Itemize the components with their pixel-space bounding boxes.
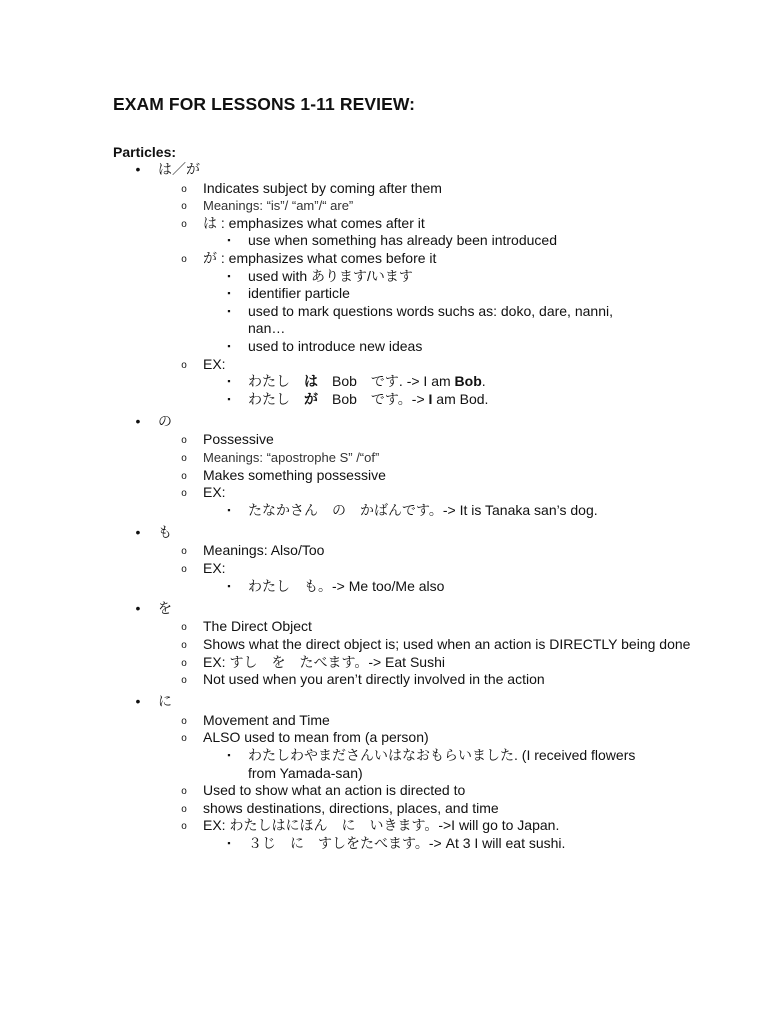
example-part: が xyxy=(304,390,318,407)
bullet-marker: • xyxy=(135,693,141,710)
bullet-marker: o xyxy=(181,733,187,745)
particle-note-row xyxy=(0,180,768,198)
bullet-marker: ▪ xyxy=(227,750,231,760)
particle-subnote-row xyxy=(0,303,768,338)
bullet-marker: ▪ xyxy=(227,235,231,246)
particle-note: EX: xyxy=(203,560,226,577)
example-part: わたし xyxy=(248,373,290,390)
particle-note: ALSO used to mean from (a person) xyxy=(203,729,429,746)
bullet-marker: o xyxy=(181,675,187,687)
particle-note-row xyxy=(0,729,768,747)
particle-note: Used to show what an action is directed to xyxy=(203,782,466,799)
particle-note-row xyxy=(0,431,768,449)
particle-subnote-row xyxy=(0,338,768,356)
particle-note: EX: xyxy=(203,484,226,501)
particle-subnote-row xyxy=(0,268,768,286)
particle-subnote: わたし も。-> Me too/Me also xyxy=(248,577,445,594)
particle-name-row xyxy=(0,161,768,180)
bullet-marker: o xyxy=(181,359,187,371)
bullet-marker: o xyxy=(181,821,187,833)
particle-note: Not used when you aren’t directly involved in the action xyxy=(203,671,545,688)
particle-note-row xyxy=(0,618,768,636)
particle-note-row xyxy=(0,484,768,502)
particle-subnote-row xyxy=(0,747,768,782)
particle-note-row xyxy=(0,215,768,233)
particle-note: Meanings: Also/Too xyxy=(203,542,325,559)
particle-note-row xyxy=(0,197,768,215)
example-part: です。-> xyxy=(370,390,429,407)
example-part: は xyxy=(304,373,318,390)
particle-note-row xyxy=(0,654,768,672)
bullet-marker: o xyxy=(181,546,187,558)
particle-subnote: たなかさん の かばんです。-> It is Tanaka san’s dog. xyxy=(248,501,598,518)
particle-note-row xyxy=(0,560,768,578)
particle-note: Possessive xyxy=(203,431,274,448)
example-part: わたし xyxy=(248,390,290,407)
bullet-marker: o xyxy=(181,201,187,213)
particle-name-row xyxy=(0,600,768,619)
bullet-marker: ▪ xyxy=(227,288,231,299)
particle-note: Shows what the direct object is; used when an action is DIRECTLY being done xyxy=(203,635,691,652)
particle-note-row xyxy=(0,449,768,467)
particle-name: に xyxy=(158,694,172,711)
particle-name: は／が xyxy=(158,162,200,178)
particle-note: shows destinations, directions, places, and time xyxy=(203,799,499,816)
particle-note: The Direct Object xyxy=(203,618,312,635)
example-tail: . xyxy=(481,373,486,390)
bullet-marker: • xyxy=(135,599,141,616)
particle-subnote xyxy=(248,373,648,391)
bullet-marker: o xyxy=(181,218,187,230)
particle-note-row xyxy=(0,817,768,835)
bullet-marker: ▪ xyxy=(227,305,231,316)
bullet-marker: o xyxy=(181,786,187,798)
bullet-marker: ▪ xyxy=(227,340,231,351)
particle-subnote: used to introduce new ideas xyxy=(248,337,423,354)
bullet-marker: ▪ xyxy=(227,270,231,281)
particle-subnote-row xyxy=(0,835,768,853)
particle-note: が : emphasizes what comes before it xyxy=(203,249,437,266)
particle-name-row xyxy=(0,524,768,543)
particle-note-row xyxy=(0,782,768,800)
bullet-marker: o xyxy=(181,435,187,447)
bullet-marker: o xyxy=(181,622,187,634)
bullet-marker: o xyxy=(181,453,187,464)
particle-subnote: identifier particle xyxy=(248,285,350,302)
bullet-marker: o xyxy=(181,657,187,669)
example-part: です. -> I am xyxy=(370,373,455,390)
particle-note: Movement and Time xyxy=(203,711,330,728)
particle-subnote xyxy=(248,391,648,409)
particles-list xyxy=(0,161,768,853)
particle-note: EX: わたしはにほん に いきます。->I will go to Japan. xyxy=(203,817,560,834)
particle-note-row xyxy=(0,671,768,689)
particle-note: Meanings: “is”/ “am”/“ are” xyxy=(203,198,354,214)
particle-subnote-row xyxy=(0,373,768,391)
bullet-marker: o xyxy=(181,253,187,265)
particle-note: EX: xyxy=(203,355,226,372)
bullet-marker: o xyxy=(181,183,187,195)
example-emphasis: Bob xyxy=(454,373,482,390)
particle-subnote-row xyxy=(0,232,768,250)
example-tail: am Bod. xyxy=(432,390,489,407)
particle-subnote-row xyxy=(0,578,768,596)
particle-note: は : emphasizes what comes after it xyxy=(203,214,425,231)
document-title: EXAM FOR LESSONS 1-11 REVIEW: xyxy=(113,94,416,114)
particle-name-row xyxy=(0,413,768,432)
particle-note-row xyxy=(0,542,768,560)
example-part: Bob xyxy=(332,373,357,390)
bullet-marker: o xyxy=(181,715,187,727)
example-part: Bob xyxy=(332,390,357,407)
particle-subnote-row xyxy=(0,285,768,303)
bullet-marker: ▪ xyxy=(227,837,231,848)
bullet-marker: • xyxy=(135,412,141,429)
particle-subnote: used with あります/います xyxy=(248,267,413,284)
bullet-marker: ▪ xyxy=(227,393,231,404)
particle-name: の xyxy=(158,413,172,430)
bullet-marker: o xyxy=(181,470,187,482)
section-heading-particles: Particles: xyxy=(113,144,177,160)
bullet-marker: o xyxy=(181,803,187,815)
bullet-marker: • xyxy=(135,161,141,177)
particle-name-row xyxy=(0,693,768,712)
bullet-marker: o xyxy=(181,564,187,576)
particle-note-row xyxy=(0,356,768,374)
particle-subnote: use when something has already been introduced xyxy=(248,232,557,249)
particle-note: Makes something possessive xyxy=(203,466,386,483)
bullet-marker: ▪ xyxy=(227,504,231,515)
particle-subnote-row xyxy=(0,502,768,520)
particle-name: も xyxy=(158,524,172,541)
particle-note-row xyxy=(0,636,768,654)
particle-subnote: ３じ に すしをたべます。-> At 3 I will eat sushi. xyxy=(248,834,566,851)
particle-subnote-row xyxy=(0,391,768,409)
bullet-marker: ▪ xyxy=(227,376,231,387)
particle-subnote: used to mark questions words suchs as: doko, dare, nanni, nan… xyxy=(248,302,613,337)
particle-note: Indicates subject by coming after them xyxy=(203,179,442,196)
bullet-marker: • xyxy=(135,523,141,540)
particle-note: Meanings: “apostrophe S” /“of” xyxy=(203,450,380,465)
bullet-marker: o xyxy=(181,639,187,651)
particle-note-row xyxy=(0,467,768,485)
particle-note-row xyxy=(0,250,768,268)
particle-note-row xyxy=(0,800,768,818)
example-emphasis: I xyxy=(428,390,433,407)
particle-note: EX: すし を たべます。-> Eat Sushi xyxy=(203,653,445,670)
bullet-marker: ▪ xyxy=(227,580,231,591)
particle-note-row xyxy=(0,712,768,730)
particle-subnote: わたしわやまださんいはなおもらいました. (I received flowers from Yamada-san) xyxy=(248,747,636,781)
bullet-marker: o xyxy=(181,488,187,500)
particle-name: を xyxy=(158,600,172,617)
